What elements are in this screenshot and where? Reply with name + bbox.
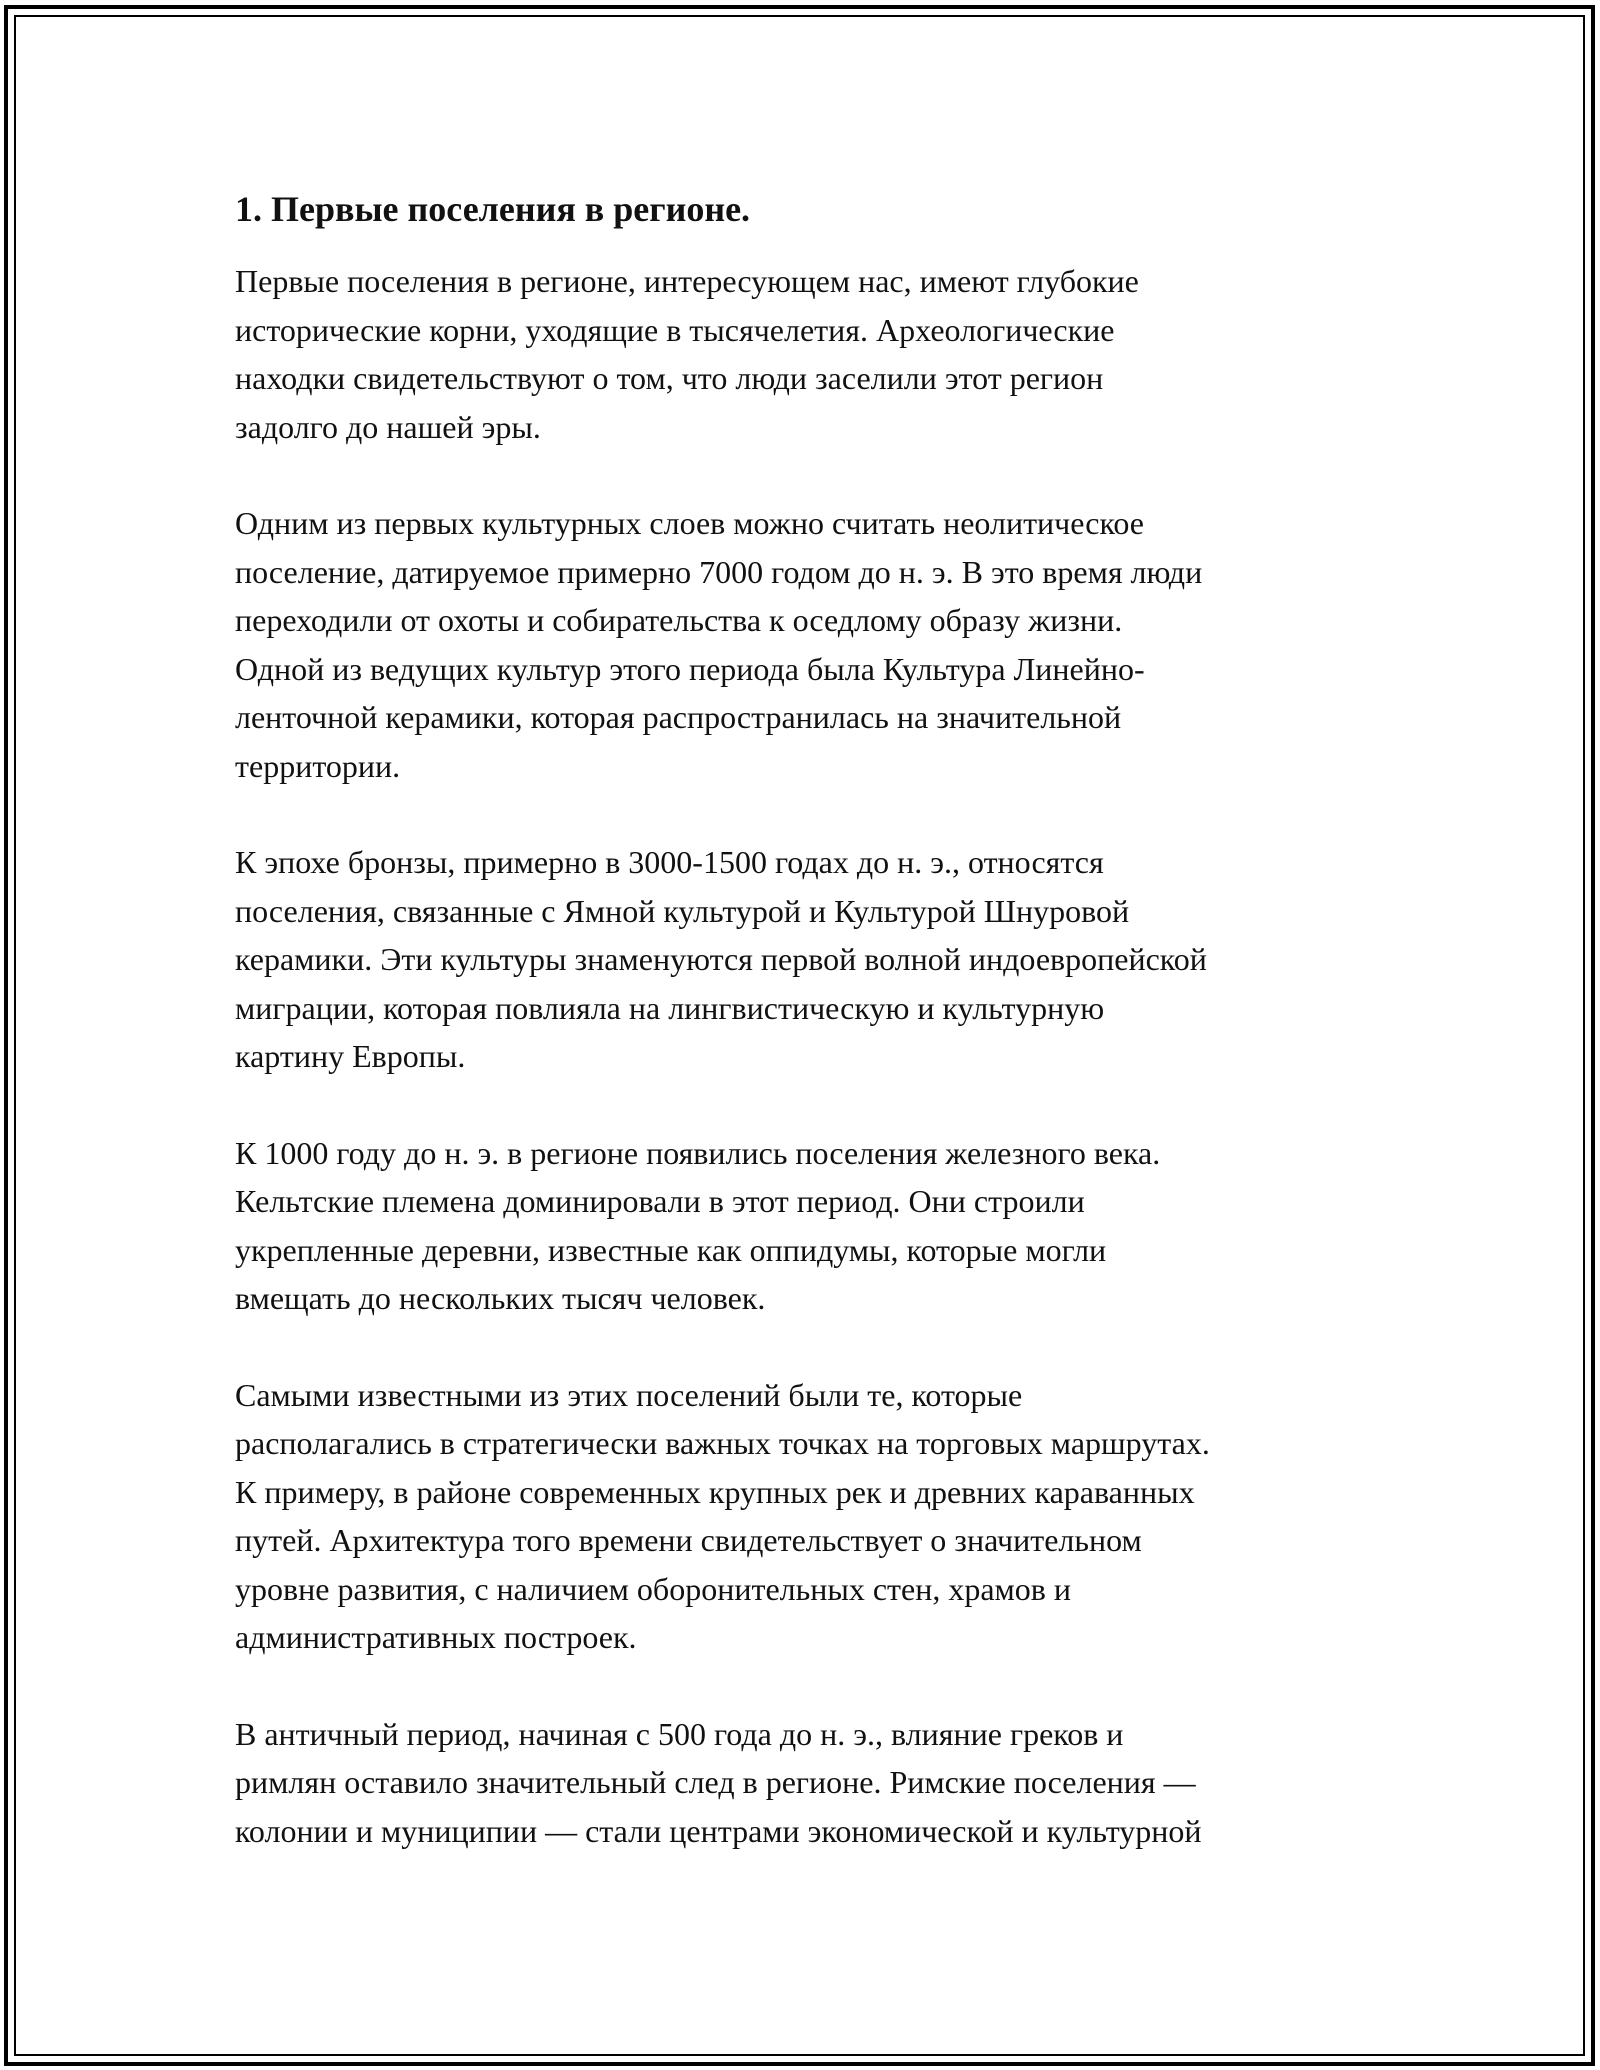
text-line: переходили от охоты и собирательства к оседлому образу жизни.	[235, 602, 1123, 638]
text-line: К эпохе бронзы, примерно в 3000-1500 годах до н. э., относятся	[235, 844, 1104, 880]
text-line: миграции, которая повлияла на лингвистическую и культурную	[235, 989, 1105, 1026]
text-line: В античный период, начиная с 500 года до н. э., влияние греков и	[235, 1715, 1124, 1752]
paragraph-3	[235, 838, 1370, 1081]
paragraph-6	[235, 1710, 1370, 1856]
text-line: задолго до нашей эры.	[235, 408, 541, 445]
text-line: поселения, связанные с Ямной культурой и Культурой Шнуровой	[235, 892, 1130, 929]
text-line: Кельтские племена доминировали в этот период. Они строили	[235, 1183, 1085, 1219]
text-line: путей. Архитектура того времени свидетельствует о значительном	[235, 1522, 1142, 1558]
text-line: ленточной керамики, которая распространилась на значительной	[235, 699, 1122, 735]
text-line: римлян оставило значительный след в регионе. Римские поселения —	[235, 1764, 1196, 1800]
text-line: находки свидетельствуют о том, что люди заселили этот регион	[235, 360, 1104, 396]
paragraph-2	[235, 499, 1370, 790]
text-line: картину Европы.	[235, 1038, 466, 1074]
paragraph-4	[235, 1129, 1370, 1323]
document-body	[235, 185, 1370, 1903]
text-line: К 1000 году до н. э. в регионе появились поселения железного века.	[235, 1134, 1161, 1171]
text-line: вмещать до нескольких тысяч человек.	[235, 1280, 766, 1316]
text-line: располагались в стратегически важных точках на торговых маршрутах.	[235, 1425, 1210, 1461]
text-line: К примеру, в районе современных крупных рек и древних караванных	[235, 1473, 1195, 1510]
text-line: административных построек.	[235, 1619, 637, 1655]
text-line: керамики. Эти культуры знаменуются первой волной индоевропейской	[235, 941, 1207, 977]
text-line: территории.	[235, 747, 401, 784]
text-line: исторические корни, уходящие в тысячелетия. Археологические	[235, 311, 1115, 348]
text-line: поселение, датируемое примерно 7000 годом до н. э. В это время люди	[235, 553, 1203, 590]
paragraph-5	[235, 1371, 1370, 1662]
text-line: укрепленные деревни, известные как оппидумы, которые могли	[235, 1231, 1107, 1268]
text-line: Первые поселения в регионе, интересующем нас, имеют глубокие	[235, 263, 1139, 299]
text-line: Одной из ведущих культур этого периода была Культура Линейно-	[235, 650, 1145, 687]
text-line: Самыми известными из этих поселений были те, которые	[235, 1376, 1023, 1413]
text-line: Одним из первых культурных слоев можно считать неолитическое	[235, 505, 1144, 541]
text-line: уровне развития, с наличием оборонительных стен, храмов и	[235, 1570, 1072, 1607]
text-line: колонии и муниципии — стали центрами экономической и культурной	[235, 1812, 1202, 1849]
section-heading: 1. Первые поселения в регионе.	[235, 189, 751, 229]
paragraph-1	[235, 257, 1370, 451]
